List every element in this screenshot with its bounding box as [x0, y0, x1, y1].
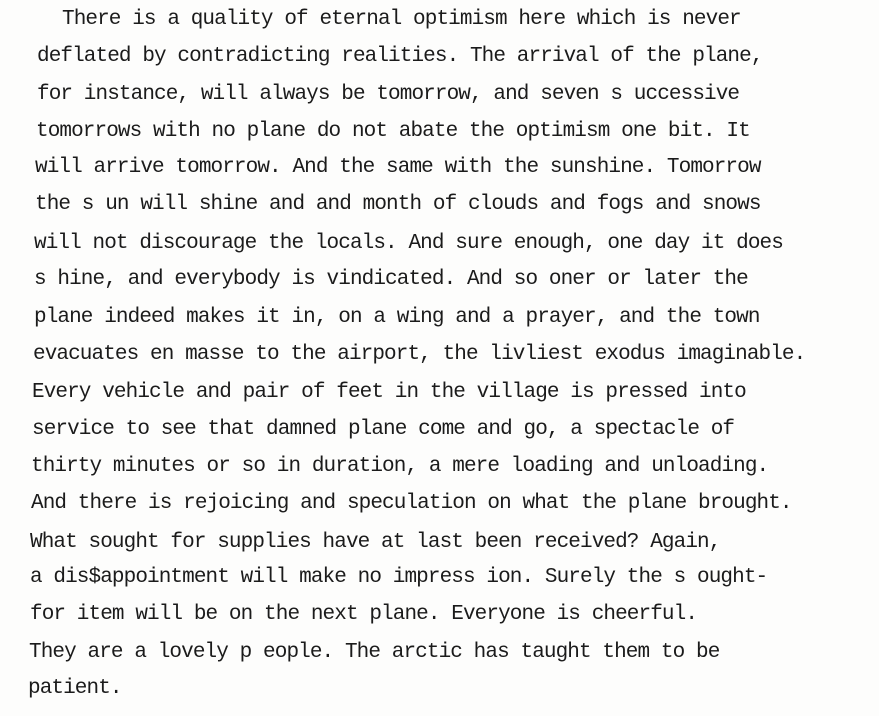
- text-line: s hine, and everybody is vindicated. And so oner or later the: [34, 268, 748, 291]
- text-line: for instance, will always be tomorrow, and seven s uccessive: [37, 83, 740, 106]
- text-line: What sought for supplies have at last been received? Again,: [30, 531, 721, 554]
- text-line: Every vehicle and pair of feet in the village is pressed into: [32, 381, 746, 404]
- text-line: will arrive tomorrow. And the same with the sunshine. Tomorrow: [35, 156, 761, 179]
- text-line: the s un will shine and and month of clouds and fogs and snows: [35, 193, 761, 216]
- text-line: tomorrows with no plane do not abate the optimism one bit. It: [36, 120, 750, 143]
- text-line: a dis$appointment will make no impress ion. Surely the s ought-: [30, 566, 768, 589]
- text-line: patient.: [28, 677, 122, 700]
- text-line: for item will be on the next plane. Everyone is cheerful.: [30, 603, 698, 626]
- text-line: deflated by contradicting realities. The arrival of the plane,: [37, 45, 763, 68]
- text-line: There is a quality of eternal optimism here which is never: [62, 8, 741, 31]
- text-line: And there is rejoicing and speculation on what the plane brought.: [31, 492, 792, 515]
- text-line: thirty minutes or so in duration, a mere loading and unloading.: [31, 455, 769, 478]
- text-line: evacuates en masse to the airport, the livliest exodus imaginable.: [33, 343, 806, 366]
- text-line: They are a lovely p eople. The arctic has taught them to be: [29, 641, 720, 664]
- text-line: plane indeed makes it in, on a wing and a prayer, and the town: [34, 306, 760, 329]
- text-line: service to see that damned plane come and go, a spectacle of: [32, 418, 735, 441]
- text-line: will not discourage the locals. And sure enough, one day it does: [34, 232, 783, 255]
